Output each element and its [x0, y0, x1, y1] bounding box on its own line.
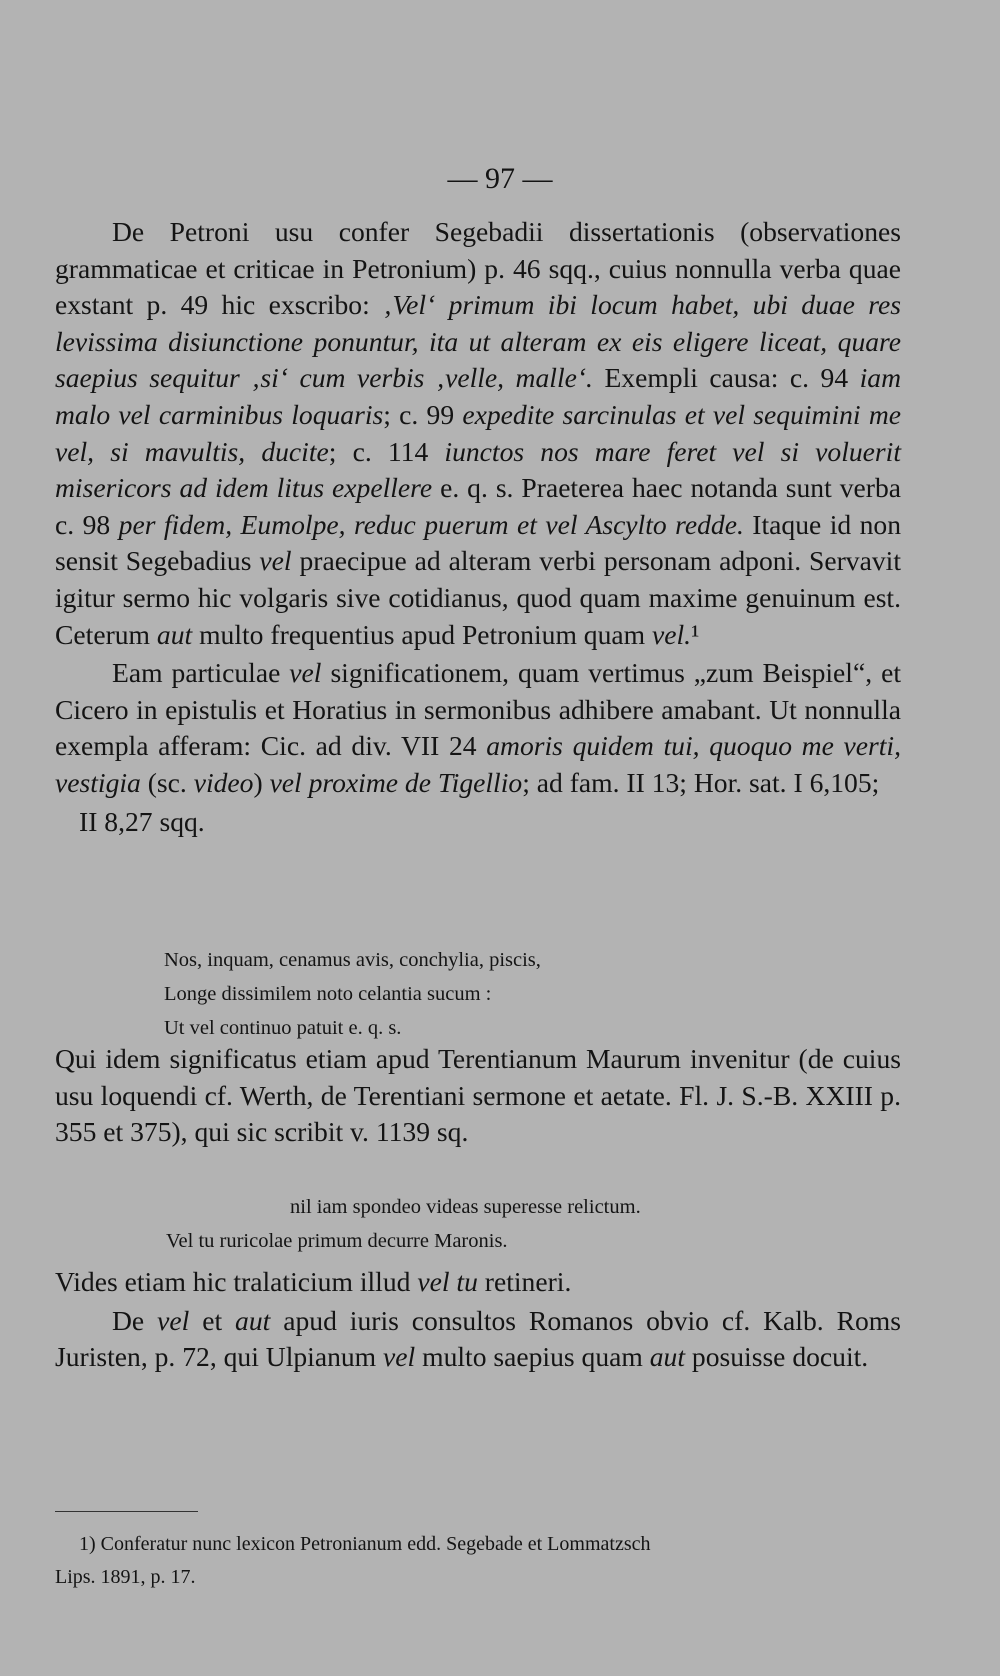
italic-run: vel	[383, 1341, 416, 1373]
italic-run: amoris quidem tui, quoquo me verti, vestigia	[55, 730, 901, 798]
text-run: Eam particulae	[112, 657, 290, 689]
text-run: significationem, quam vertimus „zum Beispiel“, et Cicero in epistulis et Horatius in sermonibus adhibere amabant. Ut nonnulla exempla afferam: Cic. ad div. VII 24	[55, 657, 901, 762]
text-run: De	[112, 1304, 158, 1336]
text-run: (sc.	[140, 766, 194, 798]
italic-run: vel.	[652, 618, 692, 650]
text-run: multo frequentius apud Petronium quam	[192, 618, 653, 650]
text-run: ; c. 99	[383, 398, 463, 430]
text-run: multo saepius quam	[415, 1341, 650, 1373]
italic-run: iam malo vel carminibus loquaris	[55, 362, 901, 430]
italic-run: per fidem, Eumolpe, reduc puerum et vel Ascylto redde.	[118, 508, 744, 540]
italic-run: vel	[259, 545, 292, 577]
text-run: apud iuris consultos Romanos obvio cf. Kalb. Roms Juristen, p. 72, qui Ulpianum	[55, 1304, 901, 1373]
italic-run: video	[193, 766, 254, 798]
italic-run: ‚Vel‘ primum ibi locum habet, ubi duae res levissima disiunctione ponuntur, ita ut alteram ex eis eligere liceat, quare saepius sequitur ‚si‘ cum verbis ‚velle, malle‘.	[55, 289, 901, 394]
text-run: ; ad fam. II 13; Hor. sat. I 6,105;	[522, 766, 880, 798]
italic-run: aut	[649, 1341, 686, 1373]
footnote	[55, 1528, 901, 1594]
page-number: — 97 —	[447, 162, 553, 195]
text-run: Vides etiam hic tralaticium illud	[55, 1266, 418, 1297]
text-run: Exempli causa: c. 94	[592, 362, 860, 394]
verse-line: nil iam spondeo videas superesse relictum.	[290, 1196, 641, 1218]
italic-run: aut	[156, 618, 193, 650]
italic-run: iunctos nos mare feret vel si voluerit misericors ad idem litus expellere	[55, 435, 901, 504]
paragraph-2-tail: II 8,27 sqq.	[79, 805, 205, 837]
text-run: )	[253, 766, 270, 798]
paragraph-3: Qui idem significatus etiam apud Terentianum Maurum invenitur (de cuius usu loquendi cf. Werth, de Terentiani sermone et aetate. Fl. J. S.-B. XXIII p. 355 et 375), qui sic scribit v. 1139 sq.	[55, 1043, 901, 1148]
paragraph-1	[55, 214, 901, 653]
footnote-divider	[55, 1511, 198, 1512]
text-run: retineri.	[477, 1266, 572, 1297]
italic-run: vel	[289, 657, 322, 689]
text-run: e. q. s. Praeterea haec notanda sunt verba c. 98	[55, 472, 901, 540]
verse-quote-terentianus	[166, 1190, 641, 1258]
verse-quote-horace	[164, 943, 541, 1045]
verse-line: Longe dissimilem noto celantia sucum :	[164, 983, 492, 1005]
text-run: ; c. 114	[328, 435, 445, 467]
text-run: Itaque id non sensit Segebadius	[55, 508, 901, 577]
italic-run: expedite sarcinulas et vel sequimini me vel, si mavultis, ducite	[55, 398, 901, 467]
body-text-middle	[55, 1041, 901, 1151]
text-run: De Petroni usu confer Segebadii dissertationis (observationes grammaticae et criticae in Petronium) p. 46 sqq., cuius nonnulla verba quae exstant p. 49 hic exscribo:	[55, 216, 901, 321]
paragraph-2	[55, 655, 901, 801]
footnote-line-2: Lips. 1891, p. 17.	[55, 1566, 196, 1588]
text-run: et	[189, 1304, 236, 1336]
italic-run: vel tu	[417, 1266, 478, 1297]
footnote-line-1: 1) Conferatur nunc lexicon Petronianum edd. Segebade et Lommatzsch	[79, 1533, 651, 1555]
paragraph-4	[55, 1264, 901, 1301]
text-run: posuisse docuit.	[685, 1341, 869, 1373]
text-run: praecipue ad alteram verbi personam adponi. Servavit igitur sermo hic volgaris sive cotidianus, quod quam maxime genuinum est. Ceterum	[55, 545, 901, 650]
paragraph-5	[55, 1303, 901, 1376]
body-text-top	[55, 214, 901, 840]
text-run: ¹	[691, 618, 700, 650]
italic-run: vel proxime de Tigellio	[269, 766, 523, 798]
verse-line: Ut vel continuo patuit e. q. s.	[164, 1017, 402, 1039]
italic-run: vel	[157, 1304, 190, 1336]
body-text-bottom	[55, 1264, 901, 1376]
italic-run: aut	[235, 1304, 271, 1336]
verse-line: Vel tu ruricolae primum decurre Maronis.	[166, 1230, 508, 1252]
verse-line: Nos, inquam, cenamus avis, conchylia, piscis,	[164, 949, 541, 971]
